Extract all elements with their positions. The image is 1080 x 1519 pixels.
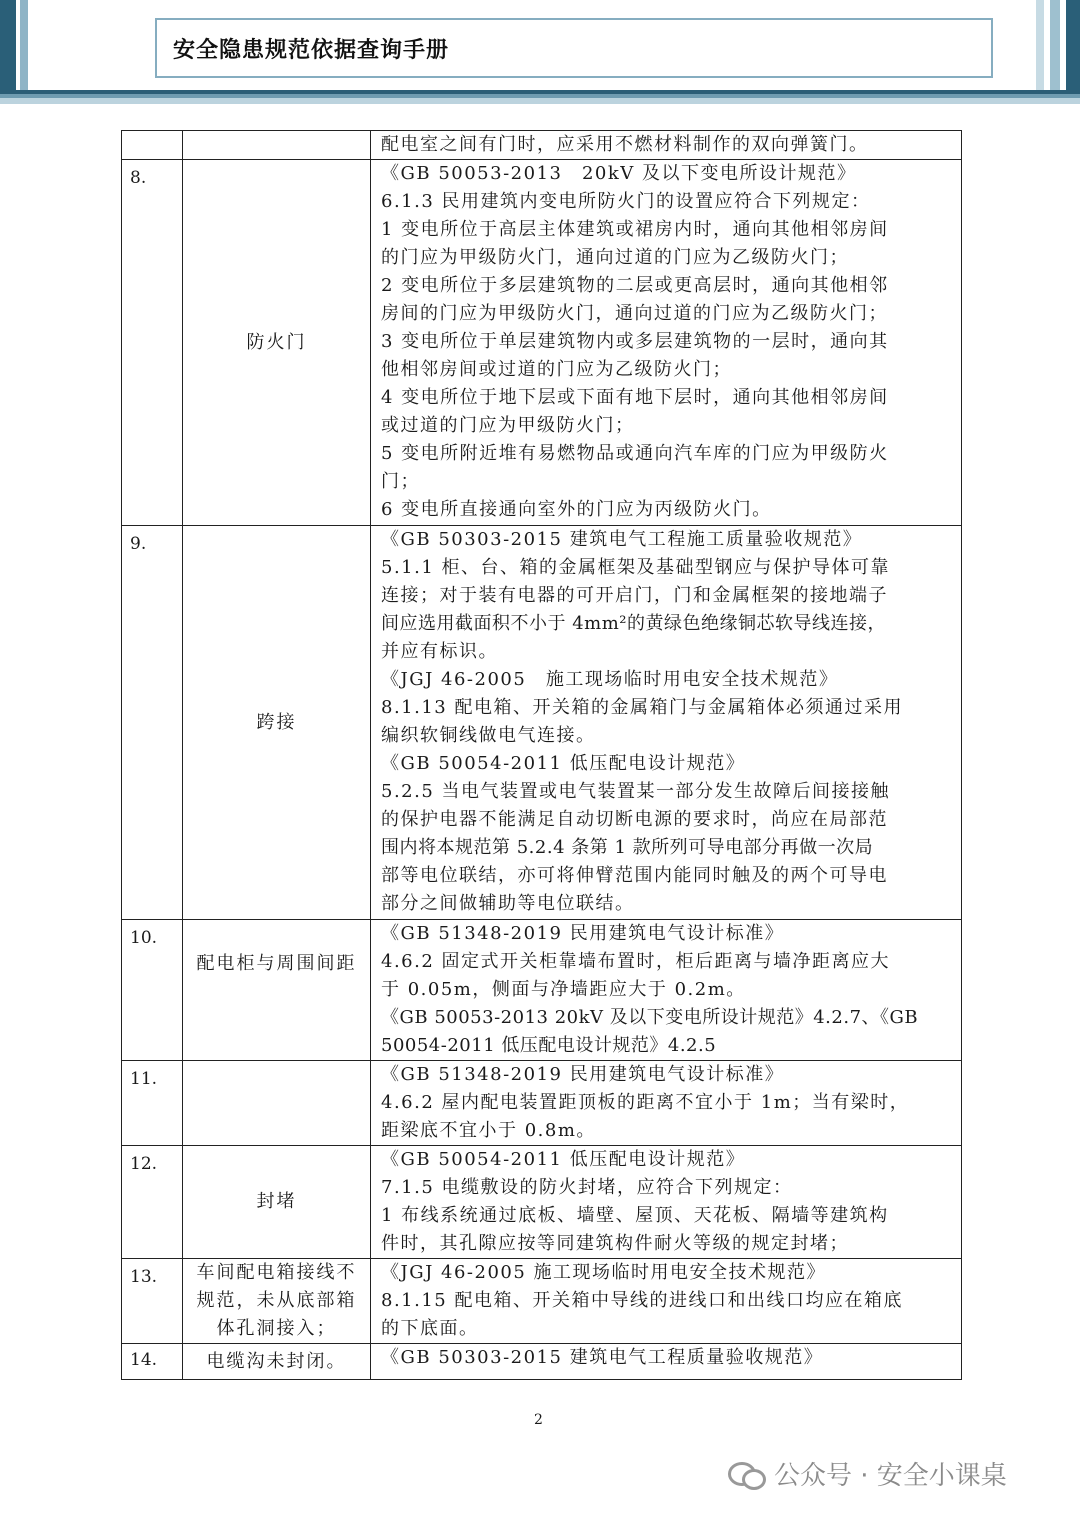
content-line: 《GB 50303-2015 建筑电气工程质量验收规范》 [381, 1347, 824, 1368]
row-content [371, 1061, 962, 1146]
row-item: 电缆沟未封闭。 [183, 1344, 371, 1380]
row-item: 跨接 [183, 526, 371, 920]
content-line: 的下底面。 [381, 1318, 479, 1339]
row-item-text: 封堵 [256, 1191, 297, 1212]
row-number [122, 131, 183, 160]
row-number: 9. [122, 526, 183, 920]
content-line: 的门应为甲级防火门，通向过道的门应为乙级防火门； [381, 247, 849, 268]
content-line: 2 变电所位于多层建筑物的二层或更高层时，通向其他相邻 [381, 275, 889, 296]
content-line: 门； [381, 471, 420, 492]
table-row [122, 131, 962, 160]
content-line: 1 变电所位于高层主体建筑或裙房内时，通向其他相邻房间 [381, 219, 889, 240]
row-number: 8. [122, 160, 183, 526]
content-line: 7.1.5 电缆敷设的防火封堵，应符合下列规定： [381, 1177, 793, 1198]
content-line: 连接；对于装有电器的可开启门，门和金属框架的接地端子 [381, 585, 888, 606]
content-line: 5.1.1 柜、台、箱的金属框架及基础型钢应与保护导体可靠 [381, 557, 891, 578]
watermark-text: 公众号 · 安全小课桌 [774, 1461, 1007, 1491]
content-line: 的保护电器不能满足自动切断电源的要求时，尚应在局部范 [381, 809, 888, 830]
row-item: 防火门 [183, 160, 371, 526]
content-line: 件时，其孔隙应按等同建筑构件耐火等级的规定封堵； [381, 1233, 849, 1254]
watermark [728, 1455, 1007, 1492]
content-line: 他相邻房间或过道的门应为乙级防火门； [381, 359, 732, 380]
row-item [183, 1061, 371, 1146]
header-decor-bar [1066, 0, 1080, 100]
table-row [122, 526, 962, 920]
table-row [122, 1061, 962, 1146]
page-number: 2 [534, 1412, 543, 1428]
content-line: 6.1.3 民用建筑内变电所防火门的设置应符合下列规定： [381, 191, 871, 212]
wechat-icon [728, 1460, 764, 1488]
row-number: 11. [122, 1061, 183, 1146]
content-line: 4.6.2 屋内配电装置距顶板的距离不宜小于 1m；当有梁时， [381, 1092, 910, 1113]
row-item [183, 1146, 371, 1259]
regulation-table [121, 130, 962, 1380]
content-line: 《GB 50303-2015 建筑电气工程施工质量验收规范》 [381, 529, 863, 550]
content-line: 《JGJ 46-2005 施工现场临时用电安全技术规范》 [381, 669, 839, 690]
table-row [122, 920, 962, 1061]
header-title-box [155, 18, 993, 78]
row-content [371, 131, 962, 160]
row-content [371, 1259, 962, 1344]
header-decor-bar [1050, 0, 1060, 100]
content-line: 于 0.05m，侧面与净墙距应大于 0.2m。 [381, 979, 746, 1000]
content-line: 距梁底不宜小于 0.8m。 [381, 1120, 596, 1141]
content-line: 50054-2011 低压配电设计规范》4.2.5 [381, 1035, 717, 1056]
row-content [371, 1146, 962, 1259]
content-line: 6 变电所直接通向室外的门应为丙级防火门。 [381, 499, 772, 520]
header-decor-bar [1036, 0, 1044, 100]
content-line: 间应选用截面积不小于 4mm²的黄绿色绝缘铜芯软导线连接， [381, 613, 887, 634]
table-row [122, 1146, 962, 1259]
content-line: 《GB 50054-2011 低压配电设计规范》 [381, 753, 746, 774]
row-content [371, 1344, 962, 1380]
header-rule [0, 90, 1080, 104]
content-line: 并应有标识。 [381, 641, 498, 662]
row-content [371, 160, 962, 526]
content-line: 8.1.13 配电箱、开关箱的金属箱门与金属箱体必须通过采用 [381, 697, 903, 718]
row-number: 13. [122, 1259, 183, 1344]
content-line: 4 变电所位于地下层或下面有地下层时，通向其他相邻房间 [381, 387, 889, 408]
content-line: 围内将本规范第 5.2.4 条第 1 款所列可导电部分再做一次局 [381, 837, 874, 858]
table-row [122, 1344, 962, 1380]
row-item [183, 131, 371, 160]
content-line: 部分之间做辅助等电位联结。 [381, 893, 635, 914]
content-line: 部等电位联结，亦可将伸臂范围内能同时触及的两个可导电 [381, 865, 888, 886]
row-item [183, 920, 371, 1061]
content-line: 3 变电所位于单层建筑物内或多层建筑物的一层时，通向其 [381, 331, 889, 352]
header-decor-bar [0, 0, 16, 90]
content-line: 4.6.2 固定式开关柜靠墙布置时，柜后距离与墙净距离应大 [381, 951, 891, 972]
row-content [371, 920, 962, 1061]
content-line: 《GB 50053-2013 20kV 及以下变电所设计规范》 [381, 163, 857, 184]
content-line: 1 布线系统通过底板、墙壁、屋顶、天花板、隔墙等建筑构 [381, 1205, 889, 1226]
content-line: 《JGJ 46-2005 施工现场临时用电安全技术规范》 [381, 1262, 827, 1283]
table-row [122, 160, 962, 526]
content-line: 《GB 51348-2019 民用建筑电气设计标准》 [381, 1064, 785, 1085]
content-line: 5 变电所附近堆有易燃物品或通向汽车库的门应为甲级防火 [381, 443, 889, 464]
row-number: 10. [122, 920, 183, 1061]
content-line: 房间的门应为甲级防火门，通向过道的门应为乙级防火门； [381, 303, 888, 324]
row-content [371, 526, 962, 920]
content-line: 5.2.5 当电气装置或电气装置某一部分发生故障后间接接触 [381, 781, 891, 802]
row-item: 车间配电箱接线不规范，未从底部箱体孔洞接入； [183, 1259, 371, 1344]
header-decor-bar [20, 0, 28, 90]
content-line: 8.1.15 配电箱、开关箱中导线的进线口和出线口均应在箱底 [381, 1290, 903, 1311]
content-line: 《GB 50054-2011 低压配电设计规范》 [381, 1149, 746, 1170]
document-title: 安全隐患规范依据查询手册 [173, 38, 450, 63]
content-line: 编织软铜线做电气连接。 [381, 725, 596, 746]
table-row [122, 1259, 962, 1344]
row-number: 14. [122, 1344, 183, 1380]
row-item-text: 配电柜与周围间距 [196, 953, 357, 974]
content-line: 或过道的门应为甲级防火门； [381, 415, 635, 436]
content-line: 《GB 51348-2019 民用建筑电气设计标准》 [381, 923, 785, 944]
row-number: 12. [122, 1146, 183, 1259]
content-line: 《GB 50053-2013 20kV 及以下变电所设计规范》4.2.7、《GB [381, 1007, 919, 1028]
content-line: 配电室之间有门时，应采用不燃材料制作的双向弹簧门。 [381, 134, 869, 155]
